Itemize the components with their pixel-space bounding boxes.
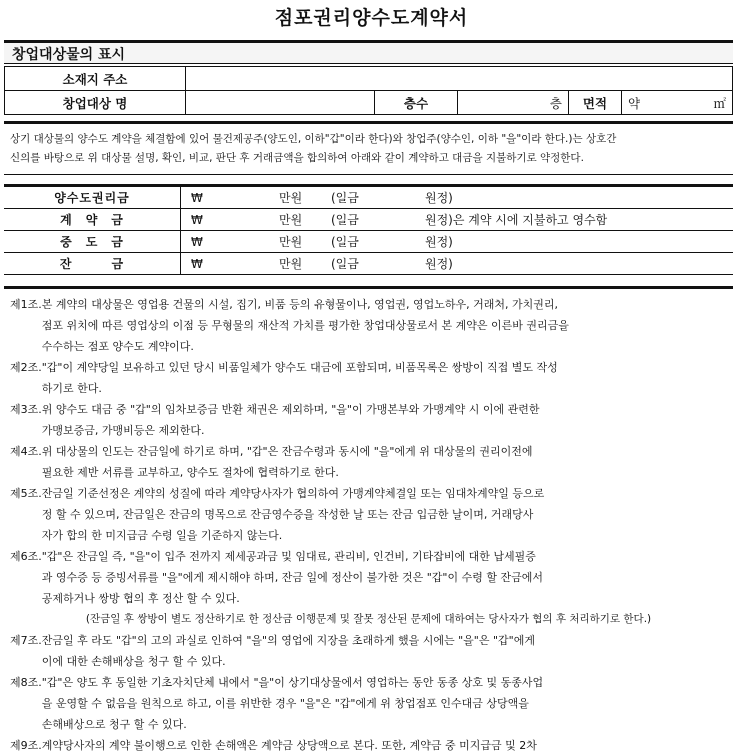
payment-label: 잔 금 [4,253,181,275]
unit-label: 만원 [275,253,327,275]
property-table [4,66,733,115]
payment-label: 양수도권리금 [4,186,181,209]
article-3 [10,399,727,441]
amount-close: 원정) [421,253,733,275]
article-line: 본 계약의 대상물은 영업용 건물의 시설, 집기, 비품 등의 유형물이나, 영업권, 영업노하우, 거래처, 가치권리, [41,298,558,311]
article-number: 제4조. [10,445,42,458]
amount-close: 원정) [421,231,733,253]
intro-line: 상기 대상물의 양수도 계약을 체결함에 있어 물건제공주(양도인, 이하"갑"이라 한다)와 창업주(양수인, 이하 "을"이라 한다.)는 상호간 [10,133,617,145]
table-row [4,186,733,209]
article-number: 제2조. [10,361,42,374]
article-line: 공제하거나 쌍방 협의 후 정산 할 수 있다. [41,592,240,605]
table-row [5,91,733,115]
articles-list [4,286,733,756]
floor-label: 층수 [375,91,458,115]
address-field[interactable] [186,67,733,91]
article-line: 필요한 제반 서류를 교부하고, 양수도 절차에 협력하기로 한다. [41,466,339,479]
article-number: 제1조. [10,298,42,311]
name-field[interactable] [186,91,375,115]
table-row [4,209,733,231]
name-label: 창업대상 명 [5,91,186,115]
article-line: 이에 대한 손해배상을 청구 할 수 있다. [41,655,226,668]
article-line: 손해배상으로 청구 할 수 있다. [41,718,187,731]
article-line: 을 운영할 수 없음을 원칙으로 하고, 이를 위반한 경우 "을"은 "갑"에게 위 창업점포 인수대금 상당액을 [41,697,529,710]
intro-paragraph [4,121,733,175]
document-title: 점포권리양수도계약서 [274,7,469,29]
article-6 [10,546,727,609]
article-number: 제6조. [10,550,42,563]
article-number: 제5조. [10,487,42,500]
article-number: 제8조. [10,676,42,689]
area-prefix: 약 [622,91,697,115]
article-line: 계약당사자의 계약 불이행으로 인한 손해액은 계약금 상당액으로 본다. 또한, 계약금 중 미지급금 및 2차 [41,739,537,752]
address-label: 소재지 주소 [5,67,186,91]
amount-open: (일금 [327,231,421,253]
article-line: 하기로 한다. [41,382,102,395]
payment-label: 계 약 금 [4,209,181,231]
unit-label: 만원 [275,209,327,231]
article-line: 과 영수증 등 증빙서류를 "을"에게 제시해야 하며, 잔금 일에 정산이 불가한 것은 "갑"이 수령 할 잔금에서 [41,571,543,584]
table-row [5,67,733,91]
intro-line: 신의를 바탕으로 위 대상물 설명, 확인, 비교, 판단 후 거래금액을 합의하여 아래와 같이 계약하고 대금을 지불하기로 약정한다. [10,152,584,164]
article-line: 위 대상물의 인도는 잔금일에 하기로 하며, "갑"은 잔금수령과 동시에 "을"에게 위 대상물의 권리이전에 [41,445,533,458]
unit-label: 만원 [275,186,327,209]
won-sign: ₩ [181,186,276,209]
won-sign: ₩ [181,231,276,253]
won-sign: ₩ [181,209,276,231]
article-number: 제7조. [10,634,42,647]
article-7 [10,630,727,672]
article-line: 수수하는 점포 양수도 계약이다. [41,340,194,353]
article-line: 잔금일 기준선정은 계약의 성질에 따라 계약당사자가 협의하여 가맹계약체결일 또는 임대차계약일 등으로 [41,487,545,500]
area-unit: ㎡ [696,91,733,115]
unit-label: 만원 [275,231,327,253]
amount-open: (일금 [327,209,421,231]
payment-label: 중 도 금 [4,231,181,253]
article-line: 위 양수도 대금 중 "갑"의 임차보증금 반환 채권은 제외하며, "을"이 가맹본부와 가맹계약 시 이에 관련한 [41,403,540,416]
article-1 [10,294,727,357]
article-line: "갑"이 계약당일 보유하고 있던 당시 비품일체가 양수도 대금에 포함되며, 비품목록은 쌍방이 직접 별도 작성 [41,361,558,374]
article-line: 자가 합의 한 미지급금 수령 일을 기준하지 않는다. [41,529,283,542]
article-line: 정 할 수 있으며, 잔금일은 잔금의 명목으로 잔금영수증을 작성한 날 또는 잔금 입금한 날이며, 거래당사 [41,508,534,521]
article-line: "갑"은 양도 후 동일한 기초자치단체 내에서 "을"이 상기대상물에서 영업하는 동안 동종 상호 및 동종사업 [41,676,544,689]
special-note: (잔금일 후 쌍방이 별도 정산하기로 한 정산금 이행문제 및 잘못 정산된 문제에 대하여는 당사자가 협의 후 처리하기로 한다.) [85,613,652,625]
article-9 [10,735,727,756]
article-number: 제9조. [10,739,42,752]
amount-open: (일금 [327,253,421,275]
article-line: 가맹보증금, 가맹비등은 제외한다. [41,424,205,437]
section-title: 창업대상물의 표시 [4,40,733,64]
table-row [4,253,733,275]
amount-open: (일금 [327,186,421,209]
article-number: 제3조. [10,403,42,416]
article-line: "갑"은 잔금일 즉, "을"이 입주 전까지 제세공과금 및 임대료, 관리비, 인건비, 기타잡비에 대한 납세필증 [41,550,536,563]
amount-close: 원정) [421,186,733,209]
article-5 [10,483,727,546]
article-2 [10,357,727,399]
won-sign: ₩ [181,253,276,275]
article-8 [10,672,727,735]
amount-close: 원정)은 계약 시에 지불하고 영수함 [421,209,733,231]
article-line: 잔금일 후 라도 "갑"의 고의 과실로 인하여 "을"의 영업에 지장을 초래하게 했을 시에는 "을"은 "갑"에게 [41,634,535,647]
payment-table [4,184,733,275]
article-line: 점포 위치에 따른 영업상의 이점 등 무형물의 재산적 가치를 평가한 창업대상물로서 본 계약은 이른바 권리금을 [41,319,569,332]
table-row [4,231,733,253]
area-label: 면적 [569,91,622,115]
floor-unit: 층 [458,91,569,115]
article-4 [10,441,727,483]
